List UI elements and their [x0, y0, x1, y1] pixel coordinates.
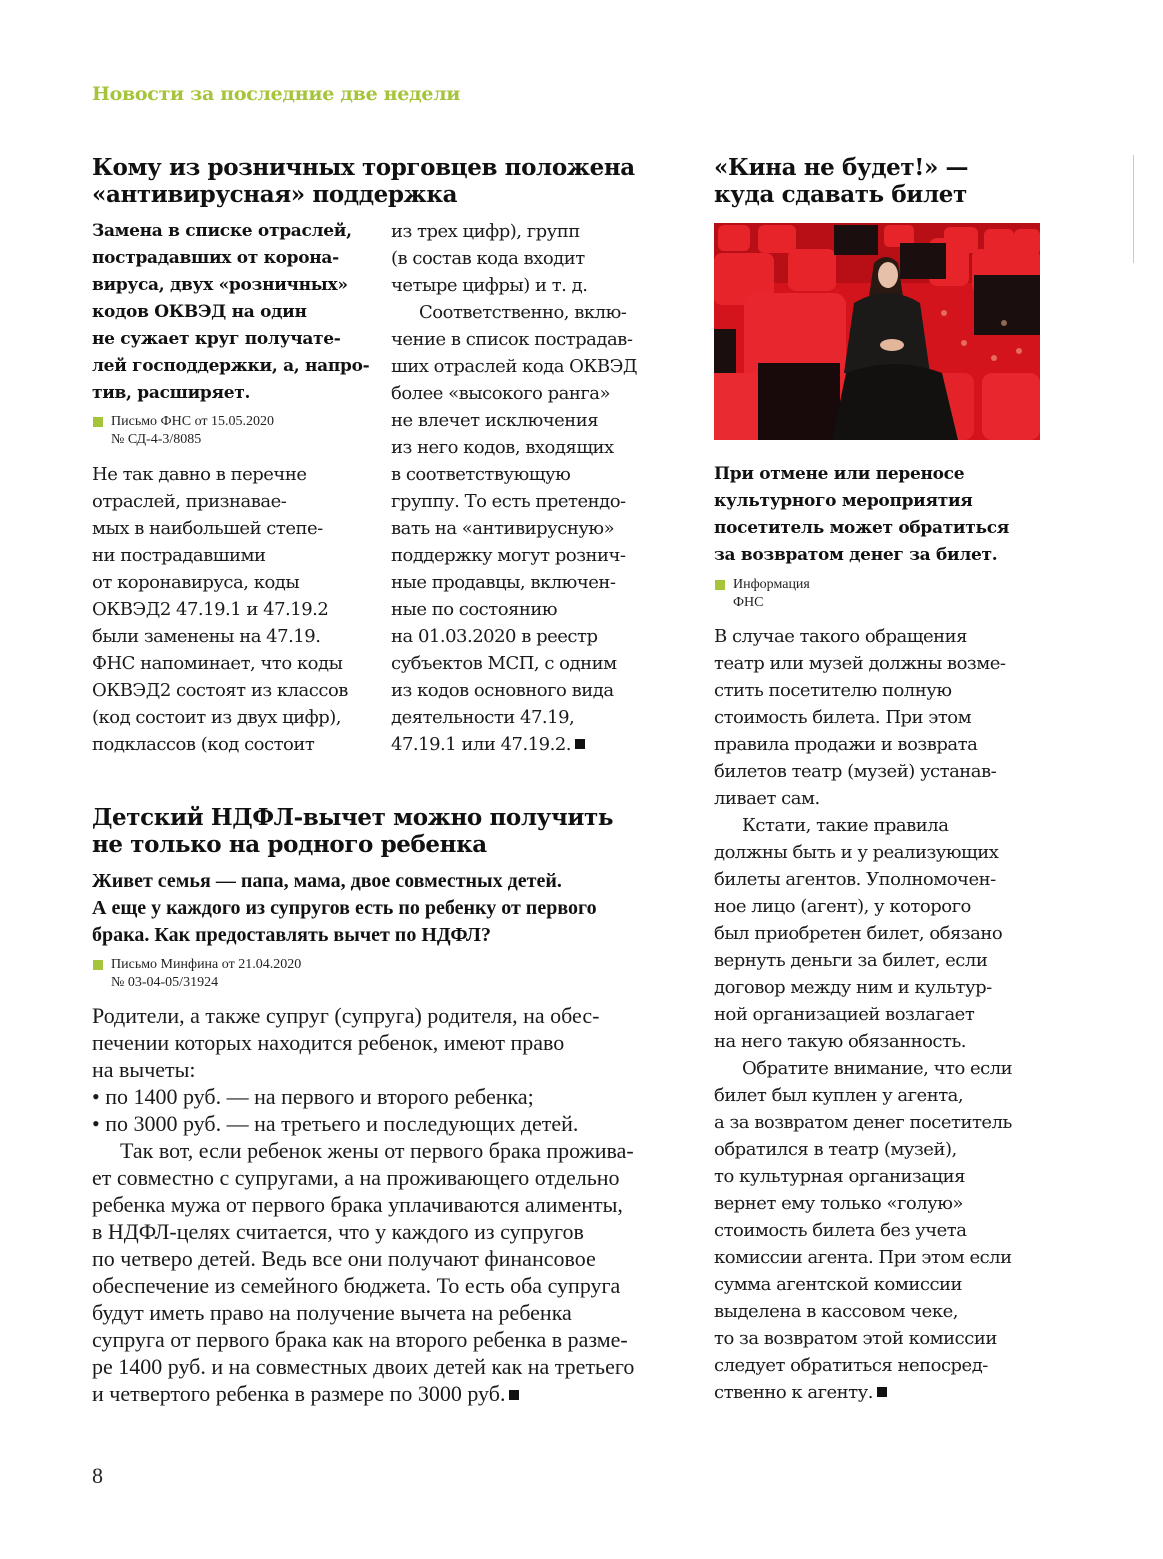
- body-line: будут иметь право на получение вычета на ребенка: [92, 1300, 572, 1325]
- article-3-source: [714, 576, 810, 612]
- page-number: 8: [92, 1463, 103, 1488]
- source-line: ФНС: [733, 595, 764, 610]
- body-line: стоимость билета без учета: [714, 1220, 967, 1241]
- lead-line: Живет семья — папа, мама, двое совместных детей.: [92, 870, 562, 892]
- body-line: то культурная организация: [714, 1166, 965, 1187]
- lead-line: тив, расширяет.: [92, 383, 251, 403]
- body-line: договор между ним и культур-: [714, 977, 992, 998]
- body-line: ные по состоянию: [391, 599, 558, 620]
- bullet-item: • по 1400 руб. — на первого и второго ребенка;: [92, 1084, 534, 1109]
- body-line-last: [391, 731, 637, 758]
- body-line: ливает сам.: [714, 788, 820, 809]
- lead-line: При отмене или переносе: [714, 464, 965, 484]
- body-line: Кстати, такие правила: [742, 815, 949, 836]
- cinema-seats-illustration: [714, 223, 1040, 440]
- article-1-body-col-2: [391, 218, 637, 758]
- body-line: вернет ему только «голую»: [714, 1193, 963, 1214]
- article-3-lead: [714, 461, 1009, 569]
- body-line: из него кодов, входящих: [391, 437, 614, 458]
- body-line: комиссии агента. При этом если: [714, 1247, 1012, 1268]
- body-line: стоимость билета. При этом: [714, 707, 972, 728]
- end-of-article-mark: [877, 1387, 887, 1397]
- end-of-article-mark: [575, 739, 585, 749]
- body-line: от коронавируса, коды: [92, 572, 300, 593]
- body-line: Родители, а также супруг (супруга) родителя, на обес-: [92, 1003, 600, 1028]
- body-line: деятельности 47.19,: [391, 707, 575, 728]
- section-title: Новости за последние две недели: [92, 83, 461, 105]
- headline-line: «антивирусная» поддержка: [92, 181, 458, 208]
- body-line: мых в наибольшей степе-: [92, 518, 323, 539]
- body-line: на вычеты:: [92, 1057, 196, 1082]
- body-line: обеспечение из семейного бюджета. То есть оба супруга: [92, 1273, 621, 1298]
- body-line: ни пострадавшими: [92, 545, 266, 566]
- body-line: субъектов МСП, с одним: [391, 653, 617, 674]
- body-line: по четверо детей. Ведь все они получают финансовое: [92, 1246, 596, 1271]
- article-2-lead: [92, 868, 597, 949]
- body-line: правила продажи и возврата: [714, 734, 978, 755]
- source-line: Письмо Минфина от 21.04.2020: [111, 957, 302, 972]
- body-line: из трех цифр), групп: [391, 221, 580, 242]
- body-line-text: и четвертого ребенка в размере по 3000 руб.: [92, 1381, 506, 1406]
- body-line: то за возвратом этой комиссии: [714, 1328, 997, 1349]
- article-2-headline: [92, 804, 613, 858]
- body-line: подклассов (код состоит: [92, 734, 315, 755]
- article-2-source: [92, 956, 301, 992]
- lead-line: кодов ОКВЭД на один: [92, 302, 307, 322]
- body-line: Обратите внимание, что если: [742, 1058, 1013, 1079]
- body-line-last: [714, 1379, 1012, 1406]
- body-line: ОКВЭД2 47.19.1 и 47.19.2: [92, 599, 329, 620]
- article-1-body-col-1: [92, 461, 348, 758]
- headline-line: куда сдавать билет: [714, 181, 967, 208]
- body-line: отраслей, признавае-: [92, 491, 287, 512]
- article-1-headline: [92, 154, 635, 208]
- article-3-body: [714, 623, 1012, 1406]
- body-line: группу. То есть претендо-: [391, 491, 626, 512]
- body-line: ших отраслей кода ОКВЭД: [391, 356, 637, 377]
- green-square-icon: [715, 580, 725, 590]
- source-line: № СД-4-3/8085: [111, 432, 202, 447]
- body-line: должны быть и у реализующих: [714, 842, 999, 863]
- body-line: ре 1400 руб. и на совместных двоих детей как на третьего: [92, 1354, 635, 1379]
- article-2-body: [92, 1002, 634, 1407]
- lead-line: культурного мероприятия: [714, 491, 973, 511]
- body-line: чение в список пострадав-: [391, 329, 633, 350]
- article-1-source: [92, 413, 274, 449]
- lead-line: лей господдержки, а, напро-: [92, 356, 370, 376]
- body-line: следует обратиться непосред-: [714, 1355, 988, 1376]
- body-line: более «высокого ранга»: [391, 383, 611, 404]
- body-line: на 01.03.2020 в реестр: [391, 626, 598, 647]
- headline-line: Кому из розничных торговцев положена: [92, 154, 635, 181]
- body-line: (в состав кода входит: [391, 248, 585, 269]
- body-line: театр или музей должны возме-: [714, 653, 1006, 674]
- headline-line: «Кина не будет!» —: [714, 154, 969, 181]
- lead-line: посетитель может обратиться: [714, 518, 1010, 538]
- body-line: сумма агентской комиссии: [714, 1274, 963, 1295]
- body-line: стить посетителю полную: [714, 680, 952, 701]
- body-line: поддержку могут рознич-: [391, 545, 626, 566]
- lead-line: брака. Как предоставлять вычет по НДФЛ?: [92, 924, 491, 946]
- lead-line: Замена в списке отраслей,: [92, 221, 352, 241]
- source-line: Информация: [733, 577, 810, 592]
- article-3-headline: [714, 154, 968, 208]
- headline-line: не только на родного ребенка: [92, 831, 487, 858]
- body-line: на него такую обязанность.: [714, 1031, 966, 1052]
- body-line: супруга от первого брака как на второго ребенка в разме-: [92, 1327, 628, 1352]
- body-line: ные продавцы, включен-: [391, 572, 616, 593]
- bullet-item: • по 3000 руб. — на третьего и последующих детей.: [92, 1111, 579, 1136]
- body-line: в соответствующую: [391, 464, 571, 485]
- body-line: а за возвратом денег посетитель: [714, 1112, 1012, 1133]
- article-1-lead: [92, 218, 369, 407]
- lead-line: пострадавших от корона-: [92, 248, 339, 268]
- body-line: билетов театр (музей) устанав-: [714, 761, 997, 782]
- body-line: вернуть деньги за билет, если: [714, 950, 988, 971]
- body-line: были заменены на 47.19.: [92, 626, 321, 647]
- lead-line: вируса, двух «розничных»: [92, 275, 348, 295]
- body-line: ФНС напоминает, что коды: [92, 653, 343, 674]
- body-line: печении которых находится ребенок, имеют право: [92, 1030, 565, 1055]
- body-line: Не так давно в перечне: [92, 464, 307, 485]
- lead-line: не сужает круг получате-: [92, 329, 341, 349]
- body-line: выделена в кассовом чеке,: [714, 1301, 958, 1322]
- cinema-photo: [714, 223, 1040, 440]
- body-line: ной организацией возлагает: [714, 1004, 975, 1025]
- body-line-text: 47.19.1 или 47.19.2.: [391, 734, 572, 755]
- body-line: вать на «антивирусную»: [391, 518, 615, 539]
- headline-line: Детский НДФЛ-вычет можно получить: [92, 804, 614, 831]
- source-line: № 03-04-05/31924: [111, 975, 219, 990]
- body-line: В случае такого обращения: [714, 626, 967, 647]
- body-line: Так вот, если ребенок жены от первого брака прожива-: [120, 1138, 634, 1163]
- body-line: обратился в театр (музей),: [714, 1139, 957, 1160]
- body-line: ребенка мужа от первого брака уплачиваются алименты,: [92, 1192, 623, 1217]
- lead-line: за возвратом денег за билет.: [714, 545, 998, 565]
- green-square-icon: [93, 960, 103, 970]
- body-line: четыре цифры) и т. д.: [391, 275, 588, 296]
- end-of-article-mark: [509, 1390, 519, 1400]
- body-line: был приобретен билет, обязано: [714, 923, 1003, 944]
- body-line: из кодов основного вида: [391, 680, 614, 701]
- body-line: не влечет исключения: [391, 410, 599, 431]
- green-square-icon: [93, 417, 103, 427]
- body-line: Соответственно, вклю-: [419, 302, 627, 323]
- body-line: ОКВЭД2 состоят из классов: [92, 680, 348, 701]
- body-line-text: ственно к агенту.: [714, 1382, 873, 1403]
- page-edge-divider: [1133, 155, 1134, 263]
- body-line: ет совместно с супругами, а на проживающего отдельно: [92, 1165, 620, 1190]
- body-line: в НДФЛ-целях считается, что у каждого из супругов: [92, 1219, 584, 1244]
- source-line: Письмо ФНС от 15.05.2020: [111, 414, 275, 429]
- body-line: билет был куплен у агента,: [714, 1085, 964, 1106]
- body-line: (код состоит из двух цифр),: [92, 707, 342, 728]
- body-line-last: [92, 1380, 634, 1407]
- body-line: билеты агентов. Уполномочен-: [714, 869, 996, 890]
- body-line: ное лицо (агент), у которого: [714, 896, 971, 917]
- lead-line: А еще у каждого из супругов есть по ребенку от первого: [92, 897, 597, 919]
